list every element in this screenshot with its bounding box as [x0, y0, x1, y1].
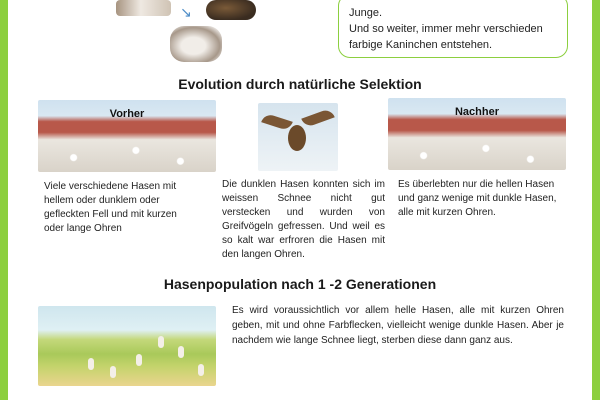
before-label: Vorher	[109, 108, 145, 120]
section-heading-selection: Evolution durch natürliche Selektion	[178, 76, 422, 92]
explanation-callout	[338, 0, 568, 58]
bunny-figure	[110, 366, 116, 378]
text-after: Es überlebten nur die hellen Hasen und ganz wenige mit dunkle Hasen, alle mit kurzen Ohren.	[398, 179, 557, 218]
callout-line-3: farbige Kaninchen entstehen.	[349, 39, 493, 51]
page-border-right	[592, 0, 600, 400]
bunny-figure	[136, 354, 142, 366]
page-border-left	[0, 0, 8, 400]
cross-arrow-icon: ↘	[180, 5, 192, 21]
section-heading-population: Hasenpopulation nach 1 -2 Generationen	[163, 276, 437, 292]
bunny-figure	[158, 336, 164, 348]
bunny-figure	[198, 364, 204, 376]
eagle-body	[288, 125, 306, 151]
rabbit-photo-dark	[206, 0, 256, 20]
before-scene-image	[38, 100, 216, 172]
eagle-image	[258, 103, 338, 171]
callout-line-2: Und so weiter, immer mehr verschieden	[349, 23, 543, 35]
rabbit-photo-spotted	[170, 26, 222, 62]
bunny-figure	[88, 358, 94, 370]
document-page	[8, 0, 592, 400]
eagle-wing-right	[301, 108, 334, 128]
bunny-figure	[178, 346, 184, 358]
text-middle: Die dunklen Hasen konnten sich im weissen Schnee nicht gut verstecken und wurden von Greifvögeln gefressen. Und weil es so kalt war erfroren die Hasen mit den langen Ohren.	[222, 179, 385, 260]
after-label: Nachher	[454, 106, 500, 118]
meadow-scene-image	[38, 306, 216, 386]
rabbit-photo-light	[116, 0, 171, 16]
eagle-wing-left	[261, 113, 293, 132]
callout-line-1: Junge.	[349, 7, 383, 19]
text-population: Es wird voraussichtlich vor allem helle Hasen, alle mit kurzen Ohren geben, mit und ohne Farbflecken, vielleicht wenige dunkle Hasen. Aber je nachdem wie lange Schnee liegt, sterben diese dann ganz aus.	[232, 305, 564, 346]
after-scene-image	[388, 98, 566, 170]
text-before: Viele verschiedene Hasen mit hellem oder dunklem oder gefleckten Fell und mit kurzen oder lange Ohren	[44, 181, 177, 234]
